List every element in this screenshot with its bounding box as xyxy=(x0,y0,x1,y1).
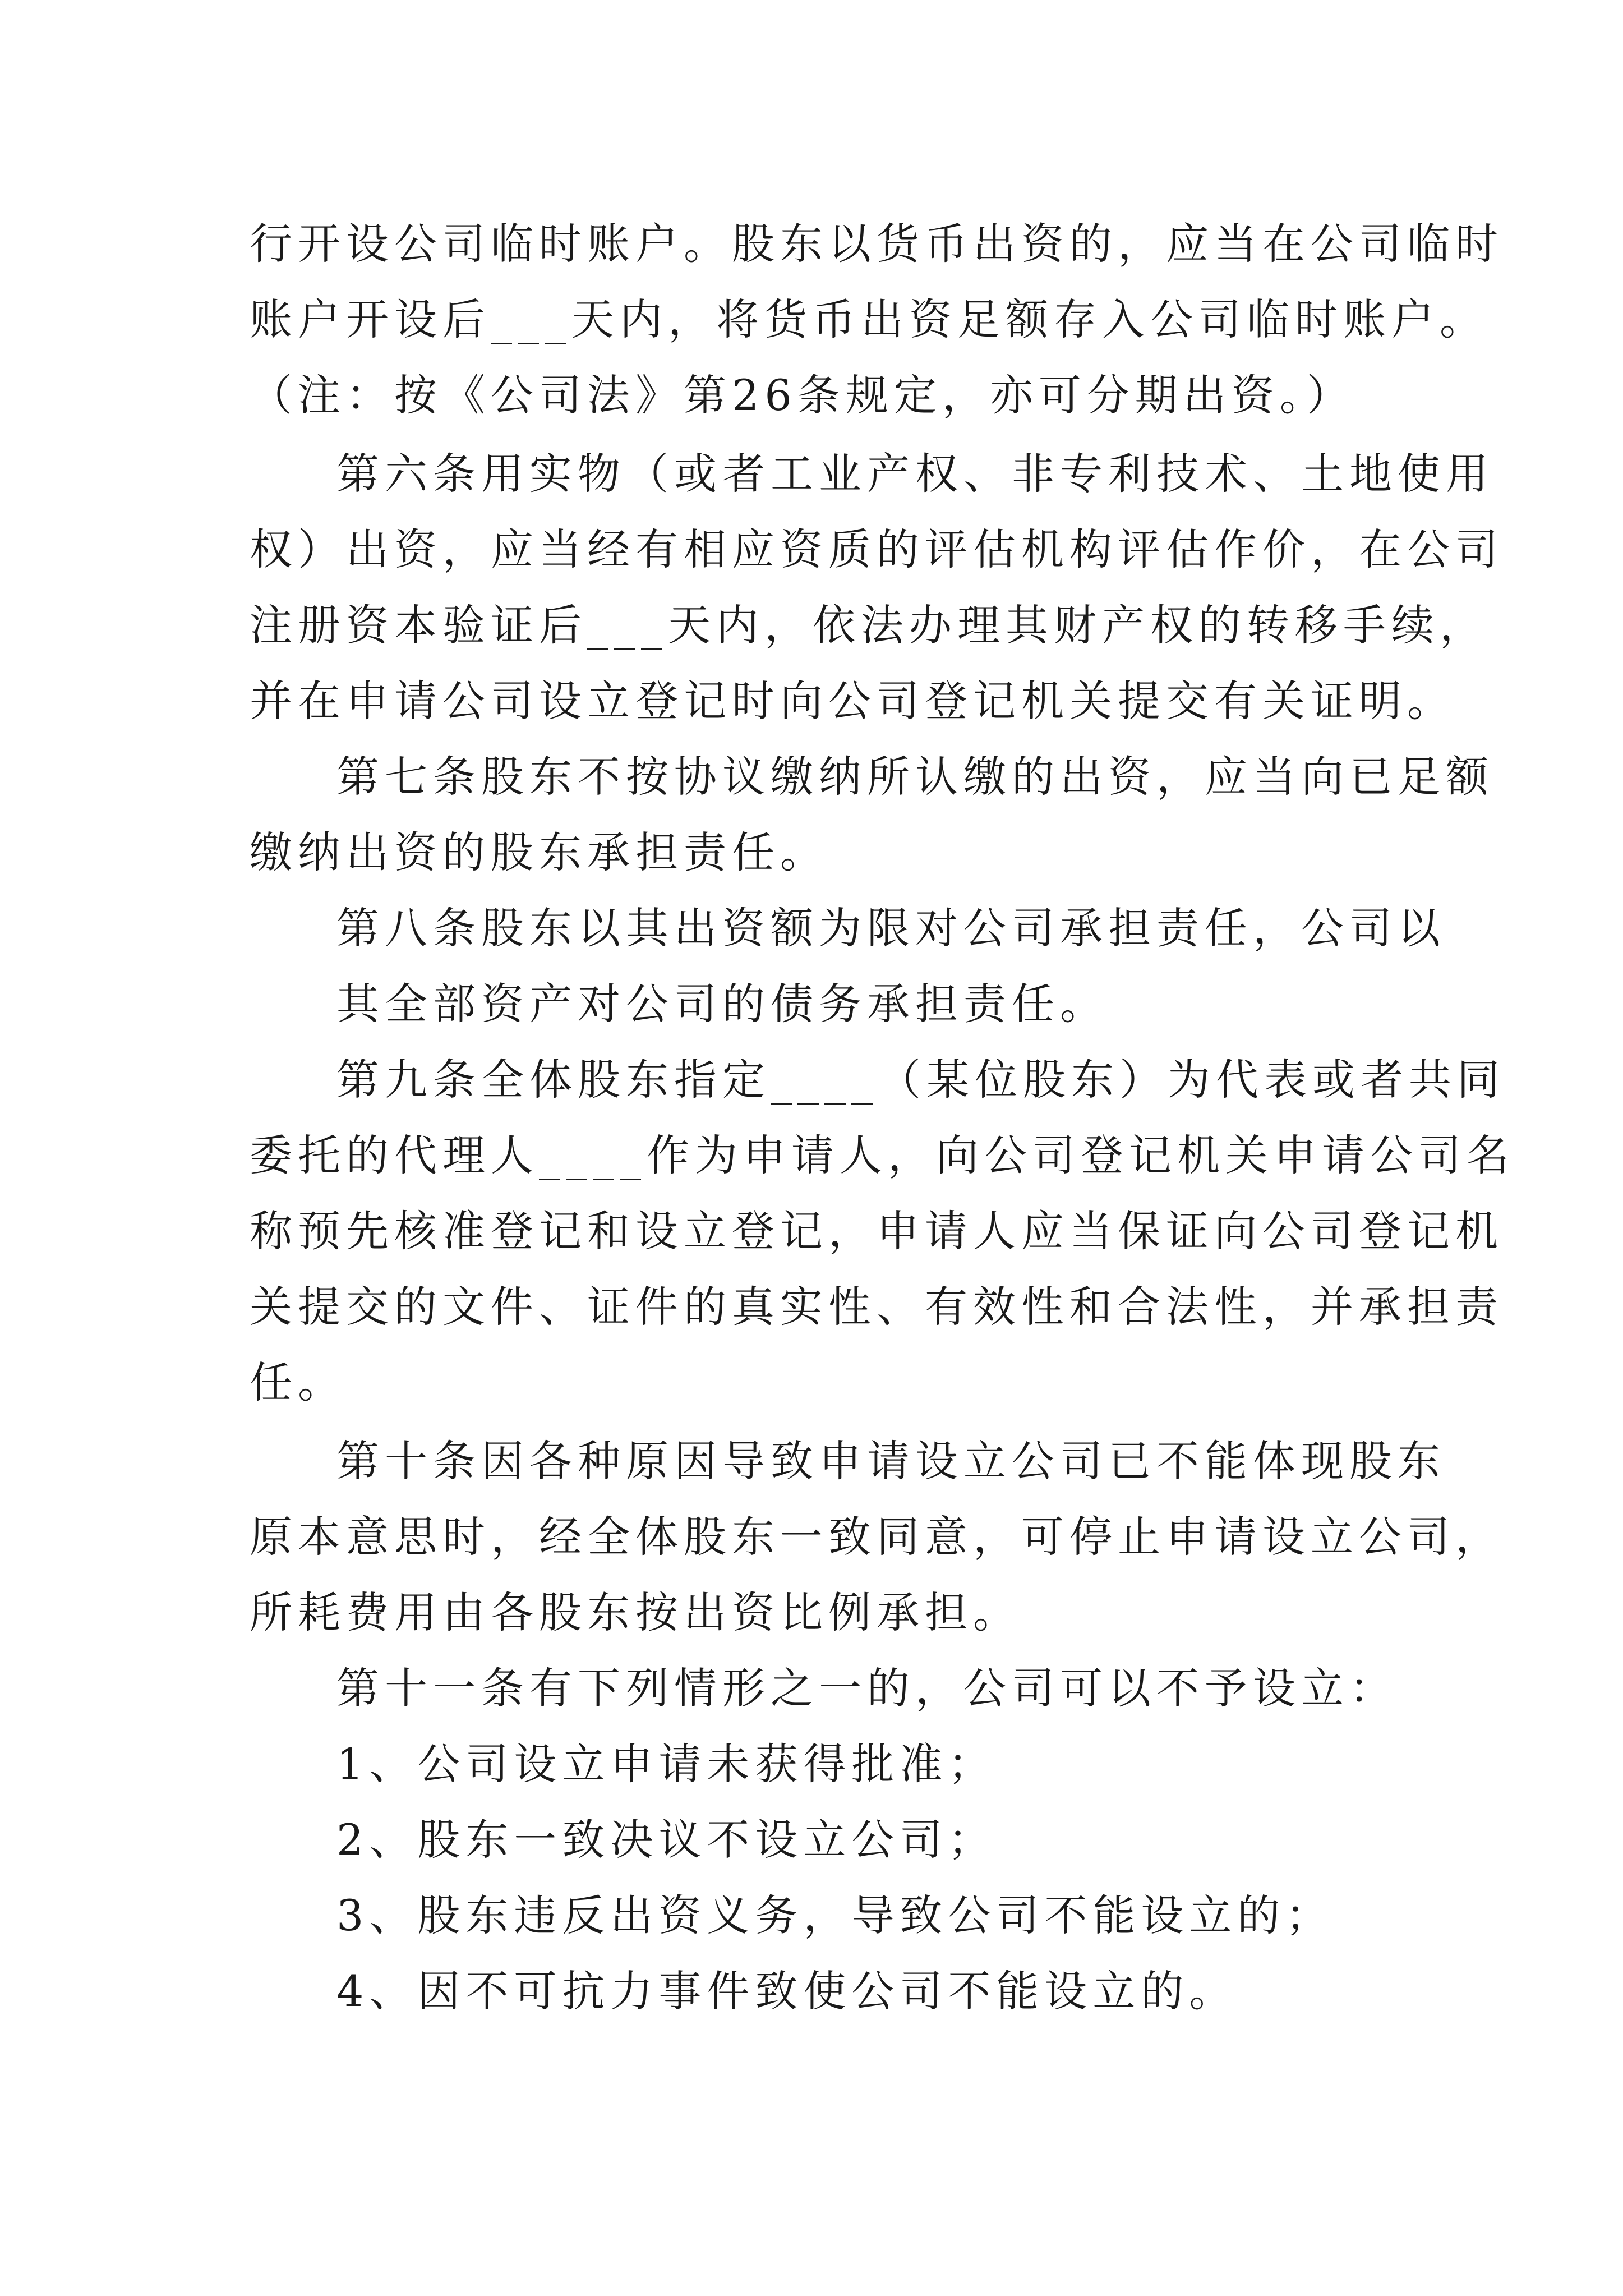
text-line: 账户开设后___天内，将货币出资足额存入公司临时账户。 xyxy=(250,295,1488,344)
text-line: 任。 xyxy=(250,1358,346,1407)
list-item: 4、因不可抗力事件致使公司不能设立的。 xyxy=(336,1966,1238,2016)
text-line: 委托的代理人____作为申请人，向公司登记机关申请公司名 xyxy=(250,1130,1515,1180)
list-item: 3、股东违反出资义务，导致公司不能设立的； xyxy=(336,1890,1334,1940)
text-line: 关提交的文件、证件的真实性、有效性和合法性，并承担责 xyxy=(250,1282,1504,1332)
text-line: 注册资本验证后___天内，依法办理其财产权的转移手续， xyxy=(250,600,1488,650)
text-line: 第九条全体股东指定____（某位股东）为代表或者共同 xyxy=(336,1055,1505,1105)
text-line: 原本意思时，经全体股东一致同意，可停止申请设立公司， xyxy=(250,1512,1504,1562)
list-item: 2、股东一致决议不设立公司； xyxy=(336,1815,997,1865)
list-item: 1、公司设立申请未获得批准； xyxy=(336,1739,997,1789)
text-line: （注：按《公司法》第26条规定，亦可分期出资。） xyxy=(250,370,1355,420)
text-line: 所耗费用由各股东按出资比例承担。 xyxy=(250,1588,1021,1637)
text-line: 其全部资产对公司的债务承担责任。 xyxy=(336,979,1108,1029)
text-line: 第八条股东以其出资额为限对公司承担责任，公司以 xyxy=(336,903,1446,953)
text-line: 第十一条有下列情形之一的，公司可以不予设立： xyxy=(336,1663,1398,1713)
text-line: 第六条用实物（或者工业产权、非专利技术、土地使用 xyxy=(336,449,1494,499)
text-line: 第七条股东不按协议缴纳所认缴的出资，应当向已足额 xyxy=(336,752,1494,802)
text-line: 第十条因各种原因导致申请设立公司已不能体现股东 xyxy=(336,1436,1446,1486)
text-line: 行开设公司临时账户。股东以货币出资的，应当在公司临时 xyxy=(250,219,1504,269)
text-line: 权）出资，应当经有相应资质的评估机构评估作价，在公司 xyxy=(250,524,1504,574)
text-line: 并在申请公司设立登记时向公司登记机关提交有关证明。 xyxy=(250,676,1455,726)
text-line: 称预先核准登记和设立登记，申请人应当保证向公司登记机 xyxy=(250,1206,1504,1256)
text-line: 缴纳出资的股东承担责任。 xyxy=(250,827,828,877)
